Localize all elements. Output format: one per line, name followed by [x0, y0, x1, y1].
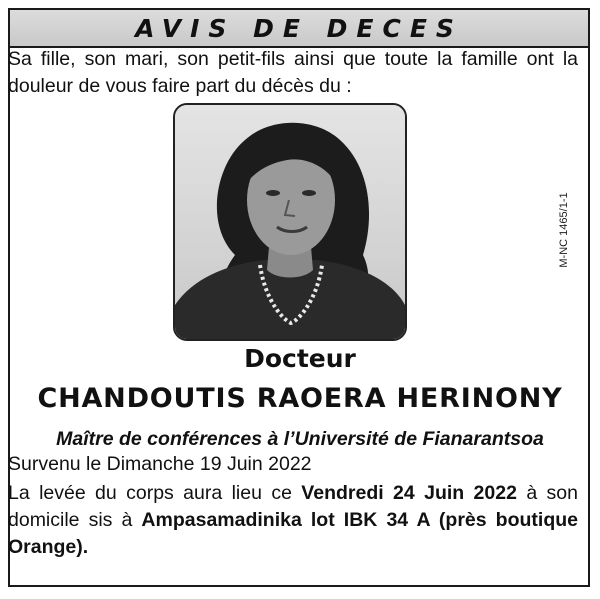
reference-text: M-NC 1465/1-1	[558, 192, 570, 268]
ceremony-text-1: La levée du corps aura lieu ce	[8, 482, 302, 504]
ceremony-details	[8, 480, 578, 561]
reference-code	[554, 180, 574, 280]
ceremony-text-2: à son domicile sis à	[8, 482, 578, 531]
deceased-role: Maître de conférences à l’Université de Fianarantsoa	[56, 428, 544, 450]
portrait-photo	[173, 103, 407, 341]
deceased-name: CHANDOUTIS RAOERA HERINONY	[37, 383, 563, 414]
portrait-image	[175, 105, 405, 339]
intro-text: Sa fille, son mari, son petit-fils ainsi que toute la famille ont la douleur de vous faire part du décès du :	[8, 48, 578, 97]
deceased-title: Docteur	[244, 344, 356, 373]
notice-title: AVIS DE DECES	[135, 13, 463, 43]
ceremony-date: Vendredi 24 Juin 2022	[301, 482, 517, 504]
ceremony-address: Ampasamadinika lot IBK 34 A (près boutique Orange).	[8, 509, 578, 558]
notice-header	[10, 10, 588, 48]
death-date: Survenu le Dimanche 19 Juin 2022	[8, 453, 312, 475]
